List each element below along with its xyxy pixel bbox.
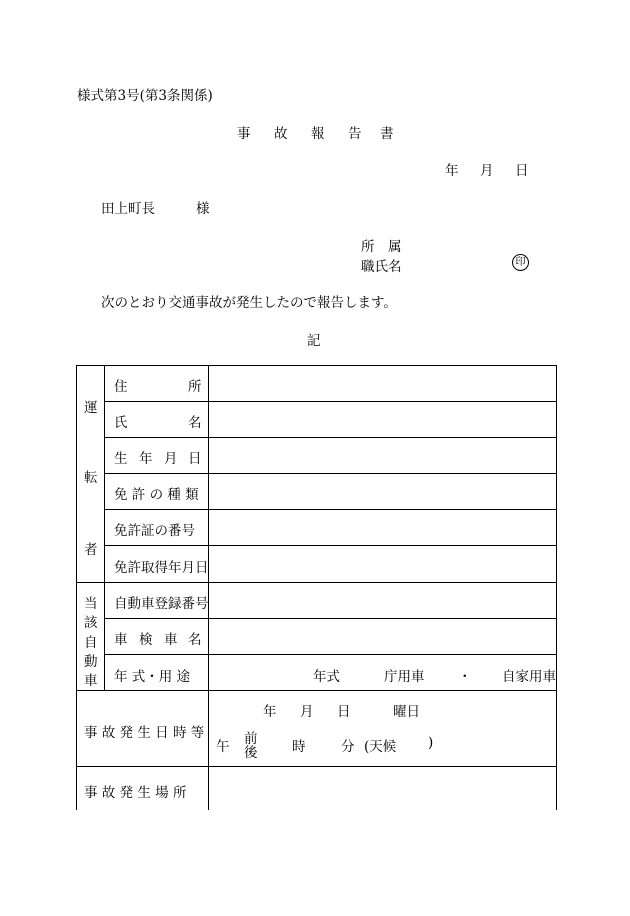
noon-label: 午 (216, 739, 230, 755)
title-char: 報 (311, 126, 325, 142)
pm-option[interactable]: 後 (244, 745, 258, 761)
row-label-char: 日 (188, 451, 202, 467)
row-label: 事 故 発 生 場 所 (84, 785, 187, 801)
row-divider (104, 545, 557, 546)
row-divider (104, 618, 557, 619)
title-char: 故 (274, 126, 288, 142)
day-label: 日 (337, 704, 351, 720)
row-label-char: 検 (139, 632, 153, 648)
row-label-char: 名 (188, 415, 202, 431)
weather-label: (天候 (364, 739, 397, 755)
row-label-char: 氏 (114, 415, 128, 431)
table-border-top (76, 365, 557, 366)
row-divider (104, 437, 557, 438)
row-divider (104, 401, 557, 402)
row-divider (104, 473, 557, 474)
group-char: 車 (84, 673, 98, 689)
row-label: 免 許 の 種 類 (114, 487, 199, 503)
form-number: 様式第3号(第3条関係) (77, 88, 213, 104)
weather-close: ) (428, 735, 434, 751)
minute-label: 分 (341, 739, 355, 755)
group-char: 動 (84, 654, 98, 670)
license-number-field[interactable] (210, 511, 555, 544)
row-label-char: 車 (114, 632, 128, 648)
name-label: 職氏名 (361, 259, 402, 275)
row-label: 免許証の番号 (114, 523, 195, 539)
date-month-label: 月 (480, 163, 494, 179)
weekday-label: 曜日 (393, 704, 420, 720)
license-type-field[interactable] (210, 475, 555, 508)
month-label: 月 (300, 704, 314, 720)
name-field[interactable] (210, 403, 555, 436)
affiliation-label: 所 属 (361, 239, 402, 255)
section-divider (76, 690, 557, 691)
hour-label: 時 (292, 739, 306, 755)
title-char: 事 (237, 126, 251, 142)
section-divider (76, 766, 557, 767)
seal-mark: 印 (512, 254, 529, 271)
accident-place-field[interactable] (210, 768, 555, 810)
honorific: 様 (196, 201, 210, 217)
intro-text: 次のとおり交通事故が発生したので報告します。 (101, 295, 397, 311)
row-label-char: 車 (164, 632, 178, 648)
date-year-label: 年 (445, 163, 459, 179)
option-separator: ・ (458, 669, 472, 685)
year-label: 年 (263, 704, 277, 720)
registration-field[interactable] (210, 584, 555, 617)
row-label-char: 月 (164, 451, 178, 467)
label-divider (208, 365, 209, 810)
row-label-char: 生 (114, 451, 128, 467)
table-border-right (556, 365, 557, 810)
license-date-field[interactable] (210, 547, 555, 581)
row-divider (104, 654, 557, 655)
table-border-left (76, 365, 77, 810)
date-day-label: 日 (515, 163, 529, 179)
section-divider (76, 582, 557, 583)
gov-car-option[interactable]: 庁用車 (384, 669, 425, 685)
address-field[interactable] (210, 367, 555, 400)
birthdate-field[interactable] (210, 439, 555, 472)
row-label-char: 年 (139, 451, 153, 467)
ki-label: 記 (307, 333, 321, 349)
private-car-option[interactable]: 自家用車 (502, 669, 556, 685)
inspection-name-field[interactable] (210, 620, 555, 653)
title-char: 書 (380, 126, 394, 142)
addressee: 田上町長 (101, 201, 155, 217)
group-char: 当 (84, 596, 98, 612)
row-label-char: 名 (188, 632, 202, 648)
group-divider (104, 365, 105, 691)
row-label-char: 所 (188, 379, 202, 395)
group-char: 運 (84, 400, 98, 416)
group-char: 転 (84, 470, 98, 486)
group-char: 自 (84, 635, 98, 651)
row-label-char: 住 (114, 379, 128, 395)
model-year-label: 年式 (313, 669, 340, 685)
row-label: 免許取得年月日 (114, 560, 209, 576)
row-label: 事 故 発 生 日 時 等 (84, 725, 205, 741)
group-char: 者 (84, 542, 98, 558)
row-label: 自動車登録番号 (114, 596, 209, 612)
group-char: 該 (84, 615, 98, 631)
title-char: 告 (348, 126, 362, 142)
row-label: 年 式・用 途 (114, 669, 191, 685)
row-divider (104, 509, 557, 510)
am-option[interactable]: 前 (244, 731, 258, 747)
